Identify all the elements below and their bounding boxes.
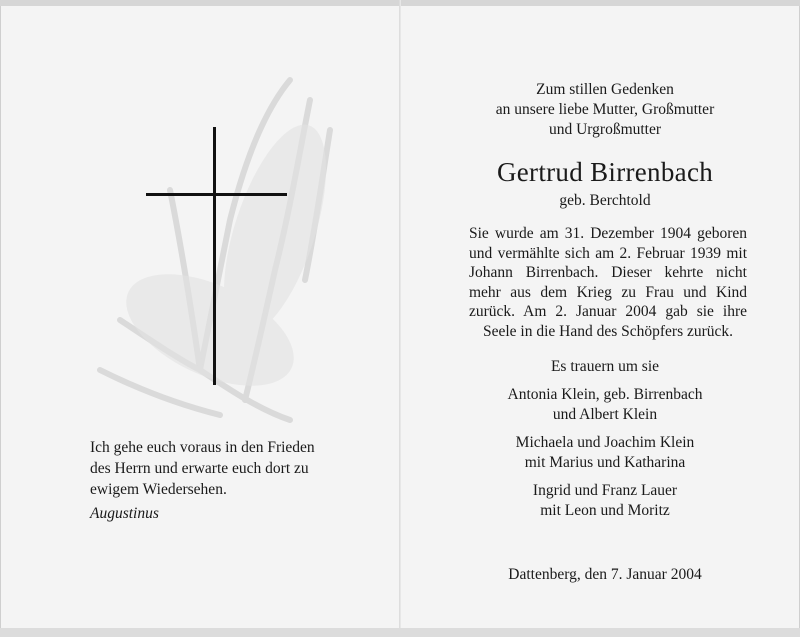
card-fold: [399, 0, 401, 637]
mourner-line: mit Leon und Moritz: [540, 501, 670, 519]
quote-block: [90, 437, 380, 524]
cross-icon-bar: [146, 193, 287, 196]
mourner-line: und Albert Klein: [552, 405, 658, 423]
mourner-line: Michaela und Joachim Klein: [515, 433, 695, 451]
mourner-line: mit Marius und Katharina: [524, 453, 686, 471]
biography-paragraph: Sie wurde am 31. Dezember 1904 geboren und vermählte sich am 2. Februar 1939 mit Johann Birrenbach. Dieser kehrte nicht mehr aus dem Krieg zu Frau und Kind zurück. Am 2. Januar 2004 gab sie ihre Seele in die Hand des Schöpfers zurück.: [469, 225, 747, 340]
quote-line: ewigem Wiedersehen.: [90, 481, 227, 498]
mourners-heading: Es trauern um sie: [550, 357, 660, 375]
mourner-group: [455, 433, 755, 473]
cross-icon: [213, 127, 216, 385]
maiden-name: geb. Berchtold: [559, 192, 651, 209]
mourner-group: [455, 385, 755, 425]
intro-line: an unsere liebe Mutter, Großmutter: [495, 101, 715, 118]
place-and-date: Dattenberg, den 7. Januar 2004: [508, 566, 702, 583]
scan-edge-bottom: [0, 628, 800, 637]
quote-line: des Herrn und erwarte euch dort zu: [90, 460, 309, 477]
obituary-text: [455, 80, 755, 521]
intro-line: Zum stillen Gedenken: [536, 81, 674, 98]
praying-hands-icon: [60, 70, 360, 430]
quote-line: Ich gehe euch voraus in den Frieden: [90, 439, 315, 456]
mourner-line: Ingrid und Franz Lauer: [532, 481, 678, 499]
deceased-name: Gertrud Birrenbach: [496, 157, 714, 187]
mourner-line: Antonia Klein, geb. Birrenbach: [507, 385, 703, 403]
intro-line: und Urgroßmutter: [548, 121, 662, 138]
mourner-group: [455, 481, 755, 521]
quote-author: Augustinus: [90, 505, 159, 522]
